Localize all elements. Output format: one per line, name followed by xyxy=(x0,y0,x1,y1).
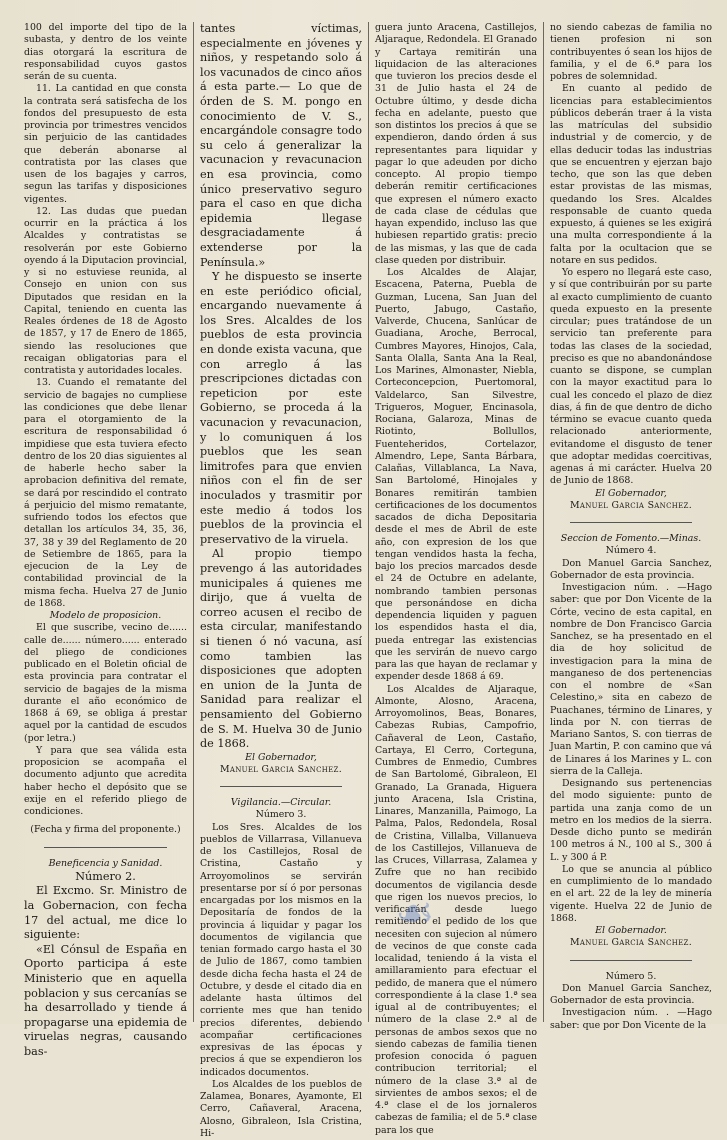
paragraph: Los Alcaldes de Aljaraque, Almonte, Alosno, Aracena, Arroyomolinos, Beas, Bonares, Cabezas Rubias, Campofrio, Cañaveral de Leon, Castaño, Cartaya, El Cerro, Corteguna, Cumbres de Enmedio, Cumbres de San Bartolomé, Gibraleon, El Granado, La Granada, Higuera junto Aracena, Isla Cristina, Linares, Manzanilla, Paimogo, La Palma, Palos, Redondela, Rosal de Cristina, Villalba, Villanueva de los Castillejos, Villanueva de las Cruces, Villarrasa, Zalamea y Zufre que no han recibido documentos de vigilancia desde que rigen los nuevos precios, lo verificarán desde luego remitiendo el pedido de los que necesiten con sujecion al número de vecinos de que conste cada localidad, teniendo á la vista el amillaramiento para efectuar el pedido, de manera que el número correspondiente á la clase 1.ª sea igual al de contribuyentes; el número de la clase 2.ª al de personas de ambos sexos que no siendo cabezas de familia tienen profesion conocida ó paguen contribucion territorial; el número de la clase 3.ª al de sirvientes de ambos sexos; el de 4.ª clase el de los jornaleros cabezas de familia; el de 5.ª clase para los que xyxy=(375,683,537,1136)
paragraph: Investigacion núm. . —Hago saber: que por Don Vicente de la Córte, vecino de esta capital, en nombre de Don Francisco Garcia Sanchez, se ha presentado en el dia de hoy solicitud de investigacion para la mina de manganeso de dos pertenencias con el nombre de «San Celestino,» sita en cabezo de Puachanes, término de Linares, y linda por N. con tierras de Mariano Santos, S. con tierras de Juan Martin, P. con camino que vá de Linares á los Marines y L. con sierra de la Calleja. xyxy=(550,582,712,777)
signature-note: (Fecha y firma del proponente.) xyxy=(30,824,181,836)
section-heading: Modelo de proposicion. xyxy=(49,610,162,621)
signature-label: El Gobernador. xyxy=(595,925,667,936)
signature-label: El Gobernador, xyxy=(595,487,667,499)
condition-13: 13. Cuando el rematante del servicio de bagajes no cumpliese las condiciones que debe llenar para el otorgamiento de la escritura de responsabilidad ó impidiese que esta tuviera efecto dentro de los 20 dias siguientes al de haberle hecho saber la aprobacion definitiva del remate, se dará por rescindido el contrato á perjuicio del mismo rematante, sufriendo todos los efectos que detallan los artículos 34, 35, 36, 37, 38 y 39 del Reglamento de 20 de Setiembre de 1865, para la ejecucion de la Ley de contabilidad provincial de la misma fecha. Huelva 27 de Junio de 1868. xyxy=(24,377,187,609)
column-1 xyxy=(18,22,193,1058)
section-heading: Seccion de Fomento.—Minas. xyxy=(560,533,702,544)
paragraph: Yo espero no llegará este caso, y sí que contribuirán por su parte al exacto cumplimiento de cuanto queda expuesto en la presente circular; pues tratándose de un servicio tan preferente para todas las clases de la sociedad, preciso es que no abandonándose cuanto se dispone, se cumplan con la mayor exactitud para lo cual les concedo el plazo de diez dias, á fin de que dentro de dicho término se evacue cuanto queda relacionado anteriormente, evitandome el disgusto de tener que adoptar medidas coercitivas, agenas á mi carácter. Huelva 20 de Junio de 1868. xyxy=(550,267,712,487)
paragraph: Y he dispuesto se inserte en este periódico oficial, encargando nuevamente á los Sres. Alcaldes de los pueblos de esta provincia en donde exista vacuna, que con arreglo á las prescripciones dictadas con repeticion por este Gobierno, se proceda á la vacunacion y revacunacion, y lo comuniquen á los pueblos que les sean limitrofes para que envien niños con el fin de ser inoculados y trasmitir por este medio á todos los pueblos de la provincia el preservativo de la viruela. xyxy=(200,270,362,546)
item-number: Número 4. xyxy=(605,545,657,557)
paragraph: Los Alcaldes de Alajar, Escacena, Paterna, Puebla de Guzman, Lucena, San Juan del Puerto, Jabugo, Castaño, Valverde, Chucena, Sanlúcar de Guadiana, Aroche, Berrocal, Cumbres Mayores, Hinojos, Cala, Santa Olalla, Santa Ana la Real, Los Marines, Almonaster, Niebla, Corteconcepcion, Puertomoral, Valdelarco, San Silvestre, Trigueros, Moguer, Encinasola, Rociana, Galaroza, Minas de Riotinto, Bollullos, Fuenteheridos, Cortelazor, Almendro, Lepe, Santa Bárbara, Calañas, Villablanca, La Nava, San Bartolomé, Hinojales y Bonares remitirán tambien certificaciones de los documentos sacados de dicha Depositaria desde el mes de Abril de este año, con expresion de los que tengan vendidos hasta la fecha, bajo los precios marcados desde el 24 de Octubre en adelante, nombrando tambien personas que personándose en dicha dependencia liquiden y paguen los espendidos hasta el dia, pueda entregar las existencias que les servirán de nuevo cargo para las que hayan de reclamar y expender desde 1868 á 69. xyxy=(375,267,537,683)
divider xyxy=(570,960,692,961)
column-2 xyxy=(193,22,368,1139)
item-number: Número 3. xyxy=(255,809,307,821)
paragraph: Al propio tiempo prevengo á las autoridades municipales á quienes me dirijo, que á vuelta de correo acusen el recibo de esta circular, manifestando si tienen ó nó vacuna, así como tambien las disposiciones que adopten en union de la Junta de Sanidad para realizar el pensamiento del Gobierno de S. M. Huelva 30 de Junio de 1868. xyxy=(200,547,362,751)
paragraph: El Excmo. Sr. Ministro de la Gobernacion, con fecha 17 del actual, me dice lo siguiente: xyxy=(24,884,187,942)
columns xyxy=(18,22,719,1139)
section-heading: Beneficencia y Sanidad. xyxy=(48,857,163,869)
paragraph: Los Sres. Alcaldes de los pueblos de Villarrasa, Villanueva de los Castillejos, Rosal de Cristina, Castaño y Arroyomolinos se servirán presentarse por sí ó por personas encargadas por los mismos en la Depositaría de fondos de la provincia á liquidar y pagar los documentos de vigilancia que tenian formado cargo hasta el 30 de Julio de 1867, como tambien desde dicha fecha hasta el 24 de Octubre, y desde el citado dia en adelante hasta últimos del corriente mes que han tenido precios diferentes, debiendo acompañar certificaciones expresivas de las épocas y precios á que se expendieron los indicados documentos. xyxy=(200,821,362,1078)
signature-name: Manuel Garcia Sanchez. xyxy=(219,763,342,775)
column-3 xyxy=(368,22,543,1136)
item-number: Número 5. xyxy=(605,970,657,982)
divider xyxy=(570,522,692,523)
paragraph: Los Alcaldes de los pueblos de Zalamea, Bonares, Ayamonte, El Cerro, Cañaveral, Aracena, Alosno, Gibraleon, Isla Cristina, Hi- xyxy=(200,1078,362,1139)
paragraph: 100 del importe del tipo de la subasta, y dentro de los veinte dias otorgará la escritura de responsabilidad cuyos gastos serán de su cuenta. xyxy=(24,22,187,82)
paragraph: Investigacion núm. . —Hago saber: que por Don Vicente de la xyxy=(550,1007,712,1031)
library-stamp-watermark: ☙ xyxy=(395,888,435,939)
paragraph: tantes víctimas, especialmente en jóvenes y niños, y respetando solo á los vacunados de cinco años á esta parte.— Lo que de órden de S. M. pongo en conocimiento de V. S., encargándole consagre todo su celo á generalizar la vacunacion y revacunacion en esa provincia, como único preservativo seguro para el caso en que dicha epidemia llegase desgraciadamente á extenderse por la Península.» xyxy=(200,22,362,269)
paragraph: Don Manuel Garcia Sanchez, Gobernador de esta provincia. xyxy=(550,982,712,1006)
signature-name: Manuel Garcia Sanchez. xyxy=(569,937,692,949)
item-number: Número 2. xyxy=(75,869,136,883)
paragraph: Designando sus pertenencias del modo siguiente: punto de partida una zanja como de un metro en los medios de la sierra. Desde dicho punto se medirán 100 metros á N., 100 al S., 300 á L. y 300 á P. xyxy=(550,778,712,863)
divider xyxy=(44,847,167,848)
section-heading: Vigilancia.—Circular. xyxy=(230,797,332,809)
condition-12: 12. Las dudas que puedan ocurrir en la práctica á los Alcaldes y contratistas se resolverán por este Gobierno oyendo á la Diputacion provincial, y si no estuviese reunida, al Consejo en union con sus Diputados que residan en la Capital, teniendo en cuenta las Reales órdenes de 18 de Agosto de 1857, y 17 de Enero de 1865, siendo las resoluciones que recaigan obligatorias para el contratista y autoridades locales. xyxy=(24,205,187,376)
divider xyxy=(220,786,342,787)
paragraph: Lo que se anuncia al público en cumplimiento de lo mandado en el art. 22 de la ley de minería vigente. Huelva 22 de Junio de 1868. xyxy=(550,863,712,924)
signature-label: El Gobernador, xyxy=(245,751,317,763)
paragraph: «El Cónsul de España en Oporto participa á este Ministerio que en aquella poblacion y sus cercanías se ha desarrollado y tiende á propagarse una epidemia de viruelas negras, causando bas- xyxy=(24,942,187,1058)
column-4 xyxy=(543,22,718,1031)
paragraph: guera junto Aracena, Castillejos, Aljaraque, Redondela. El Granado y Cartaya remitirán una liquidacion de las alteraciones que tuvieron los precios desde el 31 de Julio hasta el 24 de Octubre último, y desde dicha fecha en adelante, puesto que son distintos los precios á que se expendieron, dando órden á sus representantes para liquidar y pagar lo que adeuden por dicho concepto. Al propio tiempo deberán remitir certificaciones que expresen el número exacto de cada clase de cédulas que hayan expendido, incluso las que hubiesen repartido gratis: precio de las mismas, y las que de cada clase queden por distribuir. xyxy=(375,22,537,266)
paragraph: En cuanto al pedido de licencias para establecimientos públicos deberán traer á la vista las matrículas del subsidio industrial y de comercio, y de ellas deducir todas las industrias que se encuentren y ejerzan bajo techo, que son las que deben estar provistas de las mismas, quedando los Sres. Alcaldes responsable de cuanto queda expuesto, á quienes se les exigirá una multa correspondiente á la falta por la ocultacion que se notare en sus pedidos. xyxy=(550,83,712,266)
paragraph: no siendo cabezas de familia no tienen profesion ni son contribuyentes ó sean los hijos de familia, y el de 6.ª para los pobres de solemnidad. xyxy=(550,22,712,82)
paragraph: Y para que sea válida esta proposicion se acompaña el documento adjunto que acredita haber hecho el depósito que se exije en el referido pliego de condiciones. xyxy=(24,744,187,817)
paragraph: Don Manuel Garcia Sanchez, Gobernador de esta provincia. xyxy=(550,557,712,581)
paragraph: El que suscribe, vecino de...... calle de...... número...... enterado del pliego de condiciones publicado en el Boletin oficial de esta provincia para contratar el servicio de bagajes de la misma durante el año económico de 1868 á 69, se obliga á prestar aquel por la cantidad de escudos (por letra.) xyxy=(24,622,187,744)
signature-name: Manuel Garcia Sanchez. xyxy=(569,499,692,511)
condition-11: 11. La cantidad en que consta la contrata será satisfecha de los fondos del presupuesto de esta provincia por trimestres vencidos sin perjuicio de las cantidades que deberán abonarse al contratista por las clases que usen de los bagajes y carros, segun las tarifas y disposiciones vigentes. xyxy=(24,83,187,205)
